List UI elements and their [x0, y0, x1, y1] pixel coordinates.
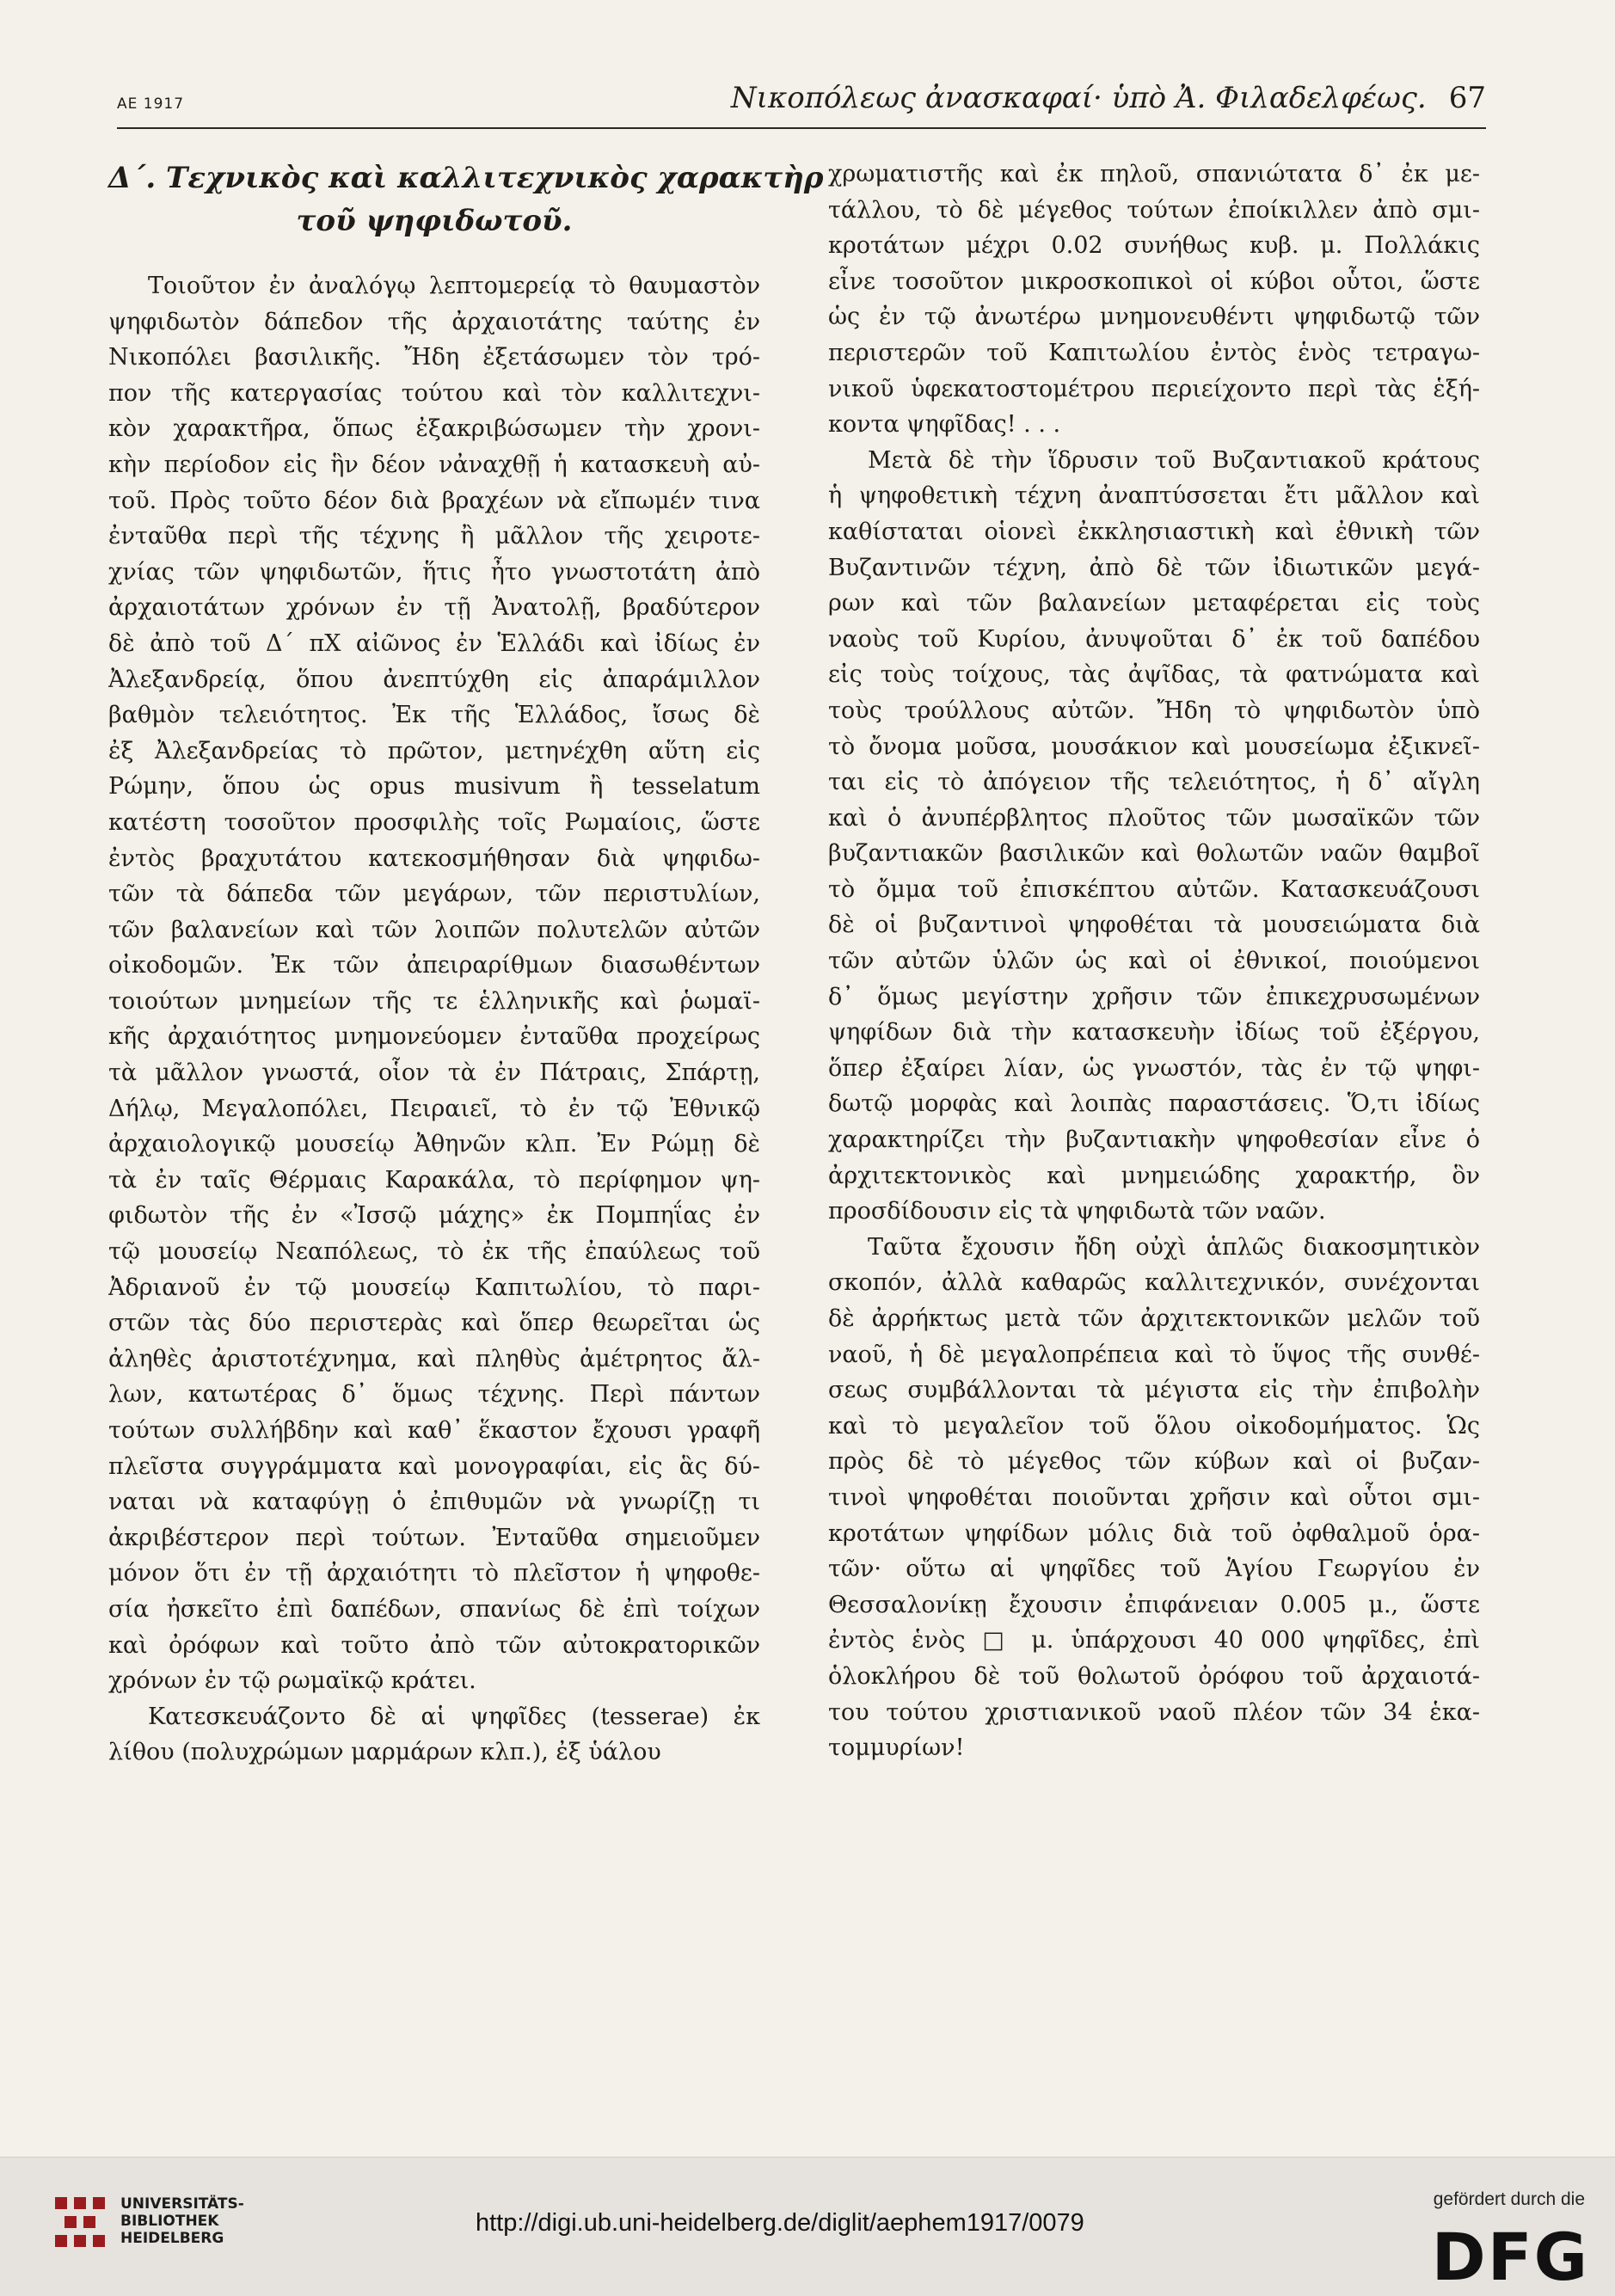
library-name-line-2: BIBLIOTHEK — [120, 2213, 219, 2230]
text-line: τὸ ὄνομα μοῦσα, μουσάκιον καὶ μουσείωμα ἐξικνεῖ- — [828, 733, 1480, 760]
text-line: εἶνε τοσοῦτον μικροσκοπικοὶ οἱ κύβοι οὗτοι, ὥστε — [828, 267, 1480, 295]
text-line: τάλλου, τὸ δὲ μέγεθος τούτων ἐποίκιλλεν ἀπὸ σμι- — [828, 196, 1480, 224]
text-line: χρωματιστῆς καὶ ἐκ πηλοῦ, σπανιώτατα δ᾽ ἐκ με- — [828, 161, 1480, 187]
text-line: ψηφίδων διὰ τὴν κατασκευὴν ἰδίως τοῦ ἐξέργου, — [828, 1019, 1480, 1047]
text-line: δὲ οἱ βυζαντινοὶ ψηφοθέται τὰ μουσειώματα διὰ — [828, 912, 1480, 939]
text-line: χαρακτηρίζει τὴν βυζαντιακὴν ψηφοθεσίαν εἶνε ὁ — [828, 1127, 1480, 1154]
right-column — [828, 157, 1480, 1766]
text-line: Βυζαντινῶν τέχνη, ἀπὸ δὲ τῶν ἰδιωτικῶν μεγά- — [828, 554, 1480, 581]
text-line: Τοιοῦτον ἐν ἀναλόγῳ λεπτομερείᾳ τὸ θαυμαστὸν — [148, 273, 760, 299]
text-line: Νικοπόλει βασιλικῆς. Ἤδη ἐξετάσωμεν τὸν τρό- — [108, 344, 760, 371]
text-line: δωτῷ μορφὰς καὶ λοιπὰς παραστάσεις. Ὅ,τι ἰδίως — [828, 1090, 1480, 1118]
text-line: κοντα ψηφῖδας! . . . — [828, 411, 1061, 439]
text-line: ὅπερ ἐξαίρει λίαν, ὡς γνωστόν, τὰς ἐν τῷ ψηφι- — [828, 1054, 1480, 1082]
library-name-line-1: UNIVERSITÄTS- — [120, 2195, 244, 2213]
page-number: 67 — [1448, 81, 1486, 115]
text-line: τῶν· οὕτω αἱ ψηφῖδες τοῦ Ἁγίου Γεωργίου ἐν — [828, 1556, 1480, 1583]
text-line: τῶν τὰ δάπεδα τῶν μεγάρων, τῶν περιστυλίων, — [108, 881, 760, 908]
text-line: πλεῖστα συγγράμματα καὶ μονογραφίαι, εἰς ἃς δύ- — [108, 1452, 760, 1480]
text-line: εἰς τοὺς τοίχους, τὰς ἀψῖδας, τὰ φατνώματα καὶ — [828, 661, 1480, 689]
text-line: ὁλοκλήρου δὲ τοῦ θολωτοῦ ὀρόφου τοῦ ἀρχαιοτά- — [828, 1662, 1480, 1690]
text-line: κροτάτων μέχρι 0.02 συνήθως κυβ. μ. Πολλάκις — [828, 232, 1480, 260]
text-line: ναται νὰ καταφύγῃ ὁ ἐπιθυμῶν νὰ γνωρίζῃ τι — [108, 1489, 760, 1516]
text-line: τινοὶ ψηφοθέται ποιοῦνται χρῆσιν καὶ οὗτοι σμι- — [828, 1483, 1480, 1511]
text-line: ἐξ Ἀλεξανδρείας τὸ πρῶτον, μετηνέχθη αὕτη εἰς — [108, 737, 760, 764]
journal-year-label: ΑΕ 1917 — [117, 95, 185, 113]
text-line: Ἀδριανοῦ ἐν τῷ μουσείῳ Καπιτωλίου, τὸ παρι- — [108, 1274, 760, 1301]
text-line: λων, κατωτέρας δ᾽ ὅμως τέχνης. Περὶ πάντων — [108, 1381, 760, 1409]
text-line: ἡ ψηφοθετικὴ τέχνη ἀναπτύσσεται ἔτι μᾶλλον καὶ — [828, 482, 1480, 510]
text-line: κὸν χαρακτῆρα, ὅπως ἐξακριβώσωμεν τὴν χρονι- — [108, 415, 760, 443]
text-line: ψηφιδωτὸν δάπεδον τῆς ἀρχαιοτάτης ταύτης ἐν — [108, 308, 760, 335]
viewer-footer — [0, 2157, 1615, 2296]
text-line: τὸ ὄμμα τοῦ ἐπισκέπτου αὐτῶν. Κατασκευάζουσι — [828, 875, 1480, 903]
text-line: ὡς ἐν τῷ ἀνωτέρω μνημονευθέντι ψηφιδωτῷ τῶν — [828, 304, 1480, 331]
text-line: βαθμὸν τελειότητος. Ἐκ τῆς Ἑλλάδος, ἴσως δὲ — [108, 702, 760, 729]
text-line: καὶ τὸ μεγαλεῖον τοῦ ὅλου οἰκοδομήματος. Ὡς — [828, 1412, 1480, 1440]
text-line: κατέστη τοσοῦτον προσφιλὴς τοῖς Ρωμαίοις, ὥστε — [108, 808, 760, 836]
university-library-logo-icon — [50, 2192, 110, 2252]
text-line: προσδίδουσιν εἰς τὰ ψηφιδωτὰ τῶν ναῶν. — [828, 1198, 1326, 1225]
text-line: δ᾽ ὅμως μεγίστην χρῆσιν τῶν ἐπικεχρυσωμένων — [828, 983, 1480, 1010]
text-line: τοιούτων μνημείων τῆς τε ἑλληνικῆς καὶ ῥωμαϊ- — [108, 987, 760, 1015]
text-line: τοὺς τρούλλους αὐτῶν. Ἤδη τὸ ψηφιδωτὸν ὑπὸ — [828, 697, 1480, 724]
document-url-link[interactable]: http://digi.ub.uni-heidelberg.de/diglit/aephem1917/0079 — [476, 2209, 1084, 2237]
text-line: οἰκοδομῶν. Ἐκ τῶν ἀπειραρίθμων διασωθέντων — [108, 952, 760, 979]
text-line: κροτάτων ψηφίδων μόλις διὰ τοῦ ὀφθαλμοῦ ὁρα- — [828, 1519, 1480, 1547]
text-line: καὶ ὀρόφων καὶ τοῦτο ἀπὸ τῶν αὐτοκρατορικῶν — [108, 1631, 760, 1659]
section-heading-line-2: τοῦ ψηφιδωτοῦ. — [296, 204, 573, 238]
text-line: ἀκριβέστερον περὶ τούτων. Ἐνταῦθα σημειοῦμεν — [108, 1524, 760, 1551]
text-line: δὲ ἀπὸ τοῦ Δ΄ πΧ αἰῶνος ἐν Ἑλλάδι καὶ ἰδίως ἐν — [108, 629, 760, 657]
text-line: ται εἰς τὸ ἀπόγειον τῆς τελειότητος, ἡ δ᾽ αἴγλη — [828, 769, 1480, 796]
text-line: τῷ μουσείῳ Νεαπόλεως, τὸ ἐκ τῆς ἐπαύλεως τοῦ — [108, 1238, 760, 1266]
text-line: ἐντὸς βραχυτάτου κατεκοσμήθησαν διὰ ψηφιδω- — [108, 844, 760, 872]
text-line: Ἀλεξανδρείᾳ, ὅπου ἀνεπτύχθη εἰς ἀπαράμιλλον — [108, 666, 760, 693]
left-column-text — [108, 268, 760, 1771]
text-line: τὰ μᾶλλον γνωστά, οἷον τὰ ἐν Πάτραις, Σπάρτῃ, — [108, 1059, 760, 1087]
library-name-line-3: HEIDELBERG — [120, 2230, 224, 2247]
text-line: Δήλῳ, Μεγαλοπόλει, Πειραιεῖ, τὸ ἐν τῷ Ἐθνικῷ — [108, 1095, 760, 1122]
text-line: ἀρχιτεκτονικὸς καὶ μνημειώδης χαρακτήρ, ὃν — [828, 1162, 1480, 1189]
text-line: ναοῦ, ἡ δὲ μεγαλοπρέπεια καὶ τὸ ὕψος τῆς συνθέ- — [828, 1341, 1480, 1368]
text-line: χρόνων ἐν τῷ ρωμαϊκῷ κράτει. — [108, 1667, 476, 1695]
text-line: ἀληθὲς ἀριστοτέχνημα, καὶ πληθὺς ἀμέτρητος ἄλ- — [108, 1345, 760, 1372]
text-line: τῶν βαλανείων καὶ τῶν λοιπῶν πολυτελῶν αὐτῶν — [108, 916, 760, 943]
text-line: Ρώμην, ὅπου ὡς opus musivum ἢ tesselatum — [108, 773, 760, 801]
text-line: σκοπόν, ἀλλὰ καθαρῶς καλλιτεχνικόν, συνέχονται — [828, 1269, 1480, 1297]
section-heading-line-1: Δ΄. Τεχνικὸς καὶ καλλιτεχνικὸς χαρακτὴρ — [108, 161, 824, 195]
text-line: πρὸς δὲ τὸ μέγεθος τῶν κύβων καὶ οἱ βυζαν- — [828, 1448, 1480, 1476]
text-line: τῶν αὐτῶν ὑλῶν ὡς καὶ οἱ ἐθνικοί, ποιούμενοι — [828, 948, 1480, 975]
text-line: νικοῦ ὑφεκατοστομέτρου περιείχοντο περὶ τὰς ἑξή- — [828, 375, 1480, 402]
left-column — [108, 157, 824, 1771]
text-line: τὰ ἐν ταῖς Θέρμαις Καρακάλα, τὸ περίφημον ψη- — [108, 1166, 760, 1194]
text-line: πον τῆς κατεργασίας τούτου καὶ τὸν καλλιτεχνι- — [108, 379, 760, 407]
university-library-name — [120, 2195, 244, 2247]
header-rule — [117, 127, 1486, 129]
text-line: λίθου (πολυχρώμων μαρμάρων κλπ.), ἐξ ὑάλου — [108, 1739, 661, 1766]
text-line: μόνον ὅτι ἐν τῇ ἀρχαιότητι τὸ πλεῖστον ἡ ψηφοθε- — [108, 1560, 760, 1587]
text-line: καὶ ὁ ἀνυπέρβλητος πλοῦτος τῶν μωσαϊκῶν τῶν — [828, 804, 1480, 832]
text-line: ναοὺς τοῦ Κυρίου, ἀνυψοῦται δ᾽ ἐκ τοῦ δαπέδου — [828, 625, 1480, 653]
text-line: τούτων συλλήβδην καὶ καθ᾽ ἕκαστον ἔχουσι γραφῆ — [108, 1417, 760, 1444]
text-line: Θεσσαλονίκῃ ἔχουσιν ἐπιφάνειαν 0.005 μ., ὥστε — [828, 1591, 1480, 1618]
text-line: του τούτου χριστιανικοῦ ναοῦ πλέον τῶν 34 ἑκα- — [828, 1698, 1480, 1726]
text-line: ἐντὸς ἑνὸς □ μ. ὑπάρχουσι 40 000 ψηφῖδες, ἐπὶ — [828, 1627, 1480, 1654]
text-line: καθίσταται οἱονεὶ ἐκκλησιαστικὴ καὶ ἐθνικὴ τῶν — [828, 518, 1480, 545]
right-column-text — [828, 157, 1480, 1766]
running-title — [731, 81, 1486, 115]
text-line: Μετὰ δὲ τὴν ἵδρυσιν τοῦ Βυζαντιακοῦ κράτους — [868, 446, 1480, 474]
text-line: σία ἠσκεῖτο ἐπὶ δαπέδων, σπανίως δὲ ἐπὶ τοίχων — [108, 1595, 760, 1623]
dfg-logo: DFG — [1431, 2219, 1589, 2295]
text-line: Κατεσκευάζοντο δὲ αἱ ψηφῖδες (tesserae) ἐκ — [148, 1703, 760, 1730]
text-line: κῆς ἀρχαιότητος μνημονεύομεν ἐνταῦθα προχείρως — [108, 1023, 760, 1051]
text-line: περιστερῶν τοῦ Καπιτωλίου ἐντὸς ἑνὸς τετραγω- — [828, 339, 1480, 366]
running-title-text: Νικοπόλεως ἀνασκαφαί· ὑπὸ Ἀ. Φιλαδελφέως. — [730, 81, 1427, 115]
text-line: βυζαντιακῶν βασιλικῶν καὶ θολωτῶν ναῶν θαμβοῖ — [828, 840, 1480, 868]
text-line: σεως συμβάλλονται τὰ μέγιστα εἰς τὴν ἐπιβολὴν — [828, 1377, 1480, 1404]
text-line: φιδωτὸν τῆς ἐν «Ἰσσῷ μάχης» ἐκ Πομπηΐας ἐν — [108, 1202, 760, 1230]
text-line: ἐνταῦθα περὶ τῆς τέχνης ἢ μᾶλλον τῆς χειροτε- — [108, 523, 760, 550]
text-line: ἀρχαιολογικῷ μουσείῳ Ἀθηνῶν κλπ. Ἐν Ρώμῃ δὲ — [108, 1131, 760, 1158]
text-line: Ταῦτα ἔχουσιν ἤδη οὐχὶ ἁπλῶς διακοσμητικὸν — [868, 1233, 1480, 1261]
text-line: στῶν τὰς δύο περιστερὰς καὶ ὅπερ θεωρεῖται ὡς — [108, 1310, 760, 1337]
text-line: ρων καὶ τῶν βαλανείων μεταφέρεται εἰς τοὺς — [828, 590, 1480, 617]
text-line: κὴν περίοδον εἰς ἣν δέον νἀναχθῇ ἡ κατασκευὴ αὐ- — [108, 451, 760, 478]
sponsor-caption: gefördert durch die — [1433, 2189, 1585, 2209]
text-line: χνίας τῶν ψηφιδωτῶν, ἥτις ἦτο γνωστοτάτη ἀπὸ — [108, 558, 760, 586]
text-line: τοῦ. Πρὸς τοῦτο δέον διὰ βραχέων νὰ εἴπωμέν τινα — [108, 487, 760, 514]
text-line: ἀρχαιοτάτων χρόνων ἐν τῇ Ἀνατολῇ, βραδύτερον — [108, 594, 760, 622]
text-line: τομμυρίων! — [828, 1734, 965, 1762]
text-line: δὲ ἀρρήκτως μετὰ τῶν ἀρχιτεκτονικῶν μελῶν τοῦ — [828, 1305, 1480, 1332]
